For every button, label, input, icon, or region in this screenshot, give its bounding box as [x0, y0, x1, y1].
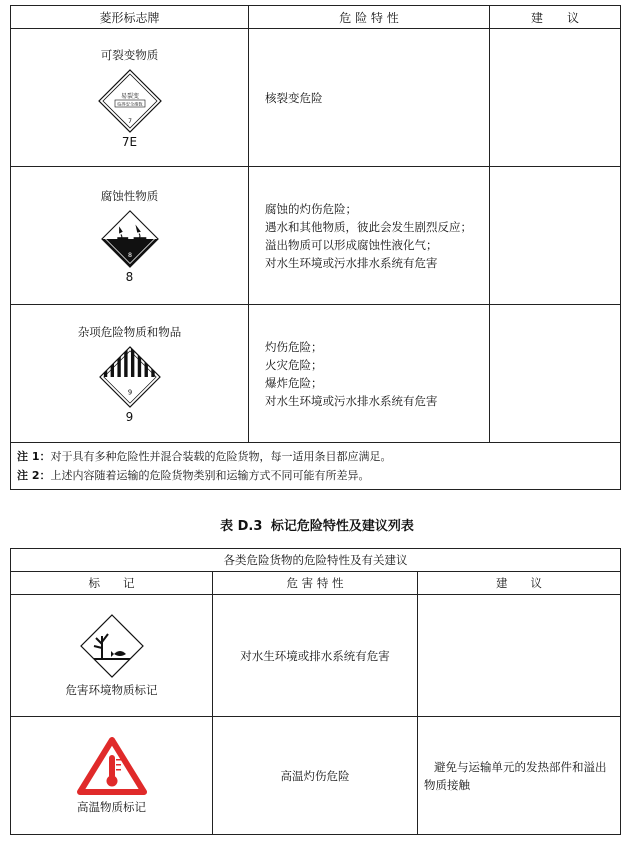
table-row: [11, 305, 621, 443]
table-caption: [0, 515, 630, 534]
hazard-cell: 对水生环境或排水系统有危害: [213, 595, 418, 717]
header-hazard: 危 害 特 性: [213, 572, 418, 595]
span-header: 各类危险货物的危险特性及有关建议: [11, 549, 621, 572]
suggestion-line: 物质接触: [424, 777, 470, 792]
note-label: 注 1：: [17, 450, 51, 463]
suggestion-cell: [490, 167, 621, 305]
notes-row: [11, 443, 621, 490]
placard-code: 9: [125, 409, 134, 424]
fissile-diamond-icon: [98, 69, 162, 133]
mark-cell: [11, 595, 213, 717]
suggestion-line: 避免与运输单元的发热部件和溢出: [434, 759, 607, 774]
table-row: [11, 595, 621, 717]
caption-title: 标记危险特性及建议列表: [270, 519, 414, 534]
hazard-line: 溢出物质可以形成腐蚀性液化气；: [265, 237, 438, 252]
placard-name: 杂项危险物质和物品: [77, 324, 182, 339]
hazard-cell: 高温灼伤危险: [213, 717, 418, 835]
hazard-line: 爆炸危险；: [265, 375, 323, 390]
mark-name: 危害环境物质标记: [65, 682, 158, 697]
sign-text-top: 易裂变: [120, 92, 139, 100]
suggestion-cell: [490, 29, 621, 167]
hazard-line: 核裂变危险: [265, 90, 323, 105]
hazard-cell: [249, 29, 490, 167]
mark-cell: [11, 717, 213, 835]
table-span-header-row: [11, 549, 621, 572]
header-placard: 菱形标志牌: [11, 6, 249, 29]
note-2: [17, 466, 614, 485]
header-suggestion: 建 议: [490, 6, 621, 29]
caption-number: 表 D.3: [220, 519, 263, 534]
hazard-line: 对水生环境或污水排水系统有危害: [265, 393, 438, 408]
table-row: [11, 717, 621, 835]
hazard-cell: [249, 167, 490, 305]
header-hazard: 危 险 特 性: [249, 6, 490, 29]
header-suggestion: 建 议: [418, 572, 621, 595]
note-1: [17, 447, 614, 466]
sign-number: 7: [127, 117, 132, 125]
header-mark: 标 记: [11, 572, 213, 595]
mark-name: 高温物质标记: [77, 799, 146, 814]
hazard-line: 对水生环境或污水排水系统有危害: [265, 255, 438, 270]
suggestion-cell: [418, 717, 621, 835]
notes-cell: [11, 443, 621, 490]
placard-name: 腐蚀性物质: [100, 188, 159, 203]
placard-code: 7E: [121, 134, 138, 149]
table-header-row: [11, 6, 621, 29]
hazard-line: 遇水和其他物质，彼此会发生剧烈反应；: [265, 219, 472, 234]
placard-code: 8: [125, 269, 134, 284]
hazard-table-placards: [10, 5, 621, 490]
placard-cell: [11, 305, 249, 443]
high-temperature-icon: [77, 737, 147, 795]
hazard-line: 腐蚀的灼伤危险；: [265, 201, 357, 216]
corrosive-diamond-icon: [101, 210, 159, 268]
table-row: [11, 29, 621, 167]
misc-hazard-diamond-icon: [99, 346, 161, 408]
note-text: 对于具有多种危险性并混合装载的危险货物，每一适用条目都应满足。: [50, 450, 392, 463]
sign-number: 9: [127, 387, 132, 396]
sign-text-box: 临界安全指数: [116, 101, 143, 106]
hazard-table-marks: [10, 548, 621, 835]
environment-hazard-icon: [80, 614, 144, 678]
table-header-row: [11, 572, 621, 595]
sign-number: 8: [127, 251, 132, 259]
hazard-line: 灼伤危险；: [265, 339, 323, 354]
table-row: [11, 167, 621, 305]
suggestion-cell: [490, 305, 621, 443]
placard-cell: [11, 167, 249, 305]
suggestion-cell: [418, 595, 621, 717]
placard-name: 可裂变物质: [100, 47, 159, 62]
note-label: 注 2：: [17, 469, 51, 482]
hazard-cell: [249, 305, 490, 443]
placard-cell: [11, 29, 249, 167]
hazard-line: 火灾危险；: [265, 357, 323, 372]
note-text: 上述内容随着运输的危险货物类别和运输方式不同可能有所差异。: [50, 469, 370, 482]
